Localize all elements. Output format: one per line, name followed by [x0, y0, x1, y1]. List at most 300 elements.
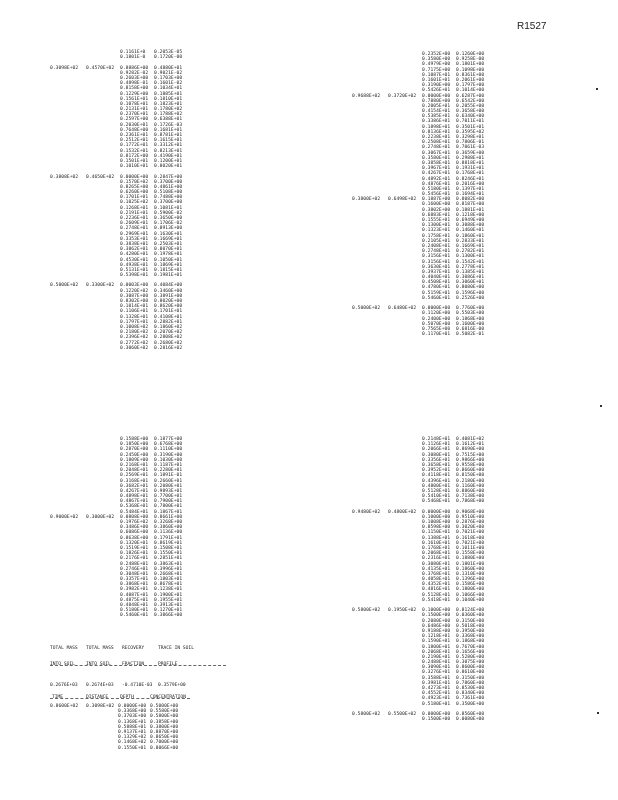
data-cell: 0.1025E+02: [120, 200, 149, 206]
data-cell: 0.3048E+01: [120, 571, 149, 577]
data-row: [50, 746, 186, 751]
data-cell: 0.1788E+02: [154, 112, 183, 118]
data-cell: 0.1087E+01: [422, 72, 451, 78]
data-cell: 0.2055E+00: [456, 103, 485, 109]
summary-header: RECOVERY: [122, 645, 145, 651]
data-cell: 0.2105E+01: [422, 238, 451, 244]
data-cell: [50, 613, 86, 618]
data-cell: 0.8066E+00: [150, 745, 179, 751]
data-cell: 0.5900E-02: [154, 210, 183, 216]
data-cell: 0.1891E-01: [154, 473, 183, 479]
data-cell: 0.6086E+00: [120, 530, 149, 536]
data-cell: 0.7800E+01: [154, 504, 183, 510]
data-cell: 0.2053E-05: [154, 50, 183, 55]
data-cell: 0.1877E+00: [154, 437, 183, 442]
distance-table-body: [50, 704, 186, 751]
data-cell: 0.2833E+01: [456, 238, 485, 244]
data-cell: 0.4880E+01: [154, 65, 183, 71]
data-cell: 0.1630E+01: [154, 231, 183, 237]
data-cell: 0.1388E+01: [422, 535, 451, 541]
data-cell: 0.3862E+01: [120, 247, 149, 253]
summary-value: 0.3579E+00: [158, 682, 186, 688]
data-cell: 0.1768E+01: [456, 171, 485, 177]
data-cell: 0.2005E+01: [422, 103, 451, 109]
data-cell: 0.1800E+01: [422, 644, 451, 650]
data-cell: 0.1081E+01: [154, 205, 183, 211]
data-cell: 0.8620E+00: [154, 304, 183, 310]
data-row: [352, 717, 492, 722]
data-cell: 0.2748E+01: [422, 145, 451, 151]
data-cell: 0.1368E+01: [118, 719, 147, 725]
data-cell: 0.1008E+00: [422, 520, 451, 525]
data-cell: 0.9558E+00: [456, 462, 485, 468]
data-cell: 0.1881E+01: [456, 207, 485, 213]
data-cell: 0.1601E-02: [154, 81, 183, 87]
data-cell: 0.8860E+00: [456, 488, 485, 494]
data-cell: 0.0080E+00: [456, 717, 485, 723]
data-cell: 0.1014E+00: [456, 88, 485, 94]
data-cell: 0.2176E+01: [120, 556, 149, 562]
data-cell: 0.4040E+01: [422, 275, 451, 281]
data-cell: 0.2352E+00: [422, 52, 451, 57]
data-cell: 0.3298E+01: [456, 135, 485, 140]
data-cell: 0.4280E+01: [120, 252, 149, 258]
data-cell: 0.1809E+00: [120, 457, 149, 463]
data-cell: 0.3368E+00: [118, 709, 147, 715]
data-cell: 0.3595E+02: [456, 129, 485, 135]
data-cell: 0.2070E+02: [154, 330, 183, 336]
data-cell: 0.1229E+00: [120, 91, 149, 97]
data-cell: 0.9866E+00: [456, 457, 485, 463]
summary-header: TOTAL MASS: [86, 645, 114, 651]
data-cell: 0.1106E+01: [120, 309, 149, 315]
data-cell: 0.8246E+01: [456, 176, 485, 182]
data-cell: 0.7021E+00: [456, 540, 485, 546]
data-cell: 0.1328E+01: [120, 314, 149, 320]
data-cell: 0.1310E+00: [456, 571, 485, 577]
data-cell: 0.7868E+00: [456, 499, 485, 505]
data-cell: 0.1931E+01: [456, 166, 485, 172]
data-cell: 0.7061E-03: [456, 145, 485, 151]
data-cell: 0.5800E+02: [352, 608, 381, 614]
data-cell: 0.6260E+00: [120, 190, 149, 196]
data-cell: 0.1860E+02: [154, 324, 183, 330]
data-cell: 0.5456E+01: [422, 192, 451, 198]
data-cell: 0.4848E+01: [120, 603, 149, 608]
data-cell: 0.7900E+01: [154, 499, 183, 505]
data-cell: 0.3808E+02: [50, 174, 79, 180]
data-cell: 0.1978E+01: [154, 252, 183, 258]
data-cell: 0.4118E+01: [422, 473, 451, 479]
data-cell: 0.1300E+01: [456, 254, 485, 260]
data-cell: 0.1801E+00: [456, 561, 485, 567]
data-cell: 0.2778E+01: [456, 264, 485, 270]
data-cell: 0.3703E+00: [118, 714, 147, 720]
data-cell: 0.3860E+00: [154, 525, 183, 531]
data-cell: 0.6480E+02: [388, 306, 417, 312]
data-cell: 0.0003E+00: [120, 283, 149, 289]
data-cell: 0.4650E+02: [86, 174, 115, 180]
data-cell: 0.1570E+02: [120, 179, 149, 185]
data-cell: 0.3098E+02: [86, 704, 115, 709]
data-cell: 0.1800E+00: [456, 587, 485, 593]
data-cell: 0.6949E+00: [456, 218, 485, 223]
data-cell: 0.2569E+01: [120, 473, 149, 479]
data-cell: 0.4800E+01: [422, 483, 451, 489]
data-cell: 0.6816E-00: [456, 326, 485, 332]
data-cell: 0.2080E+00: [422, 618, 451, 624]
distance-header: TIME: [52, 694, 64, 700]
data-cell: 0.3650E+00: [154, 216, 183, 221]
data-cell: 0.3190E+00: [422, 83, 451, 89]
data-cell: 0.1218E+00: [456, 212, 485, 218]
data-cell: [86, 346, 120, 351]
data-cell: 0.3353E+01: [120, 236, 149, 242]
data-cell: 0.1726E-03: [154, 122, 183, 128]
data-cell: 0.1329E+02: [118, 735, 147, 741]
summary-header: INTO SOIL: [50, 661, 75, 667]
data-cell: 0.2597E+00: [120, 117, 149, 123]
data-cell: 0.1561E+01: [120, 96, 149, 102]
data-cell: 0.1460E+01: [456, 228, 485, 234]
data-cell: 0.1078E+01: [120, 101, 149, 107]
data-cell: 0.8020E+01: [154, 164, 183, 170]
data-cell: 0.4154E+01: [422, 109, 451, 115]
data-cell: 0.1586E+00: [456, 582, 485, 588]
data-cell: 0.1596E+00: [456, 290, 485, 296]
data-cell: 0.0000E+00: [118, 704, 147, 709]
data-cell: 0.1887E+00: [422, 197, 451, 203]
data-cell: 0.4816E+01: [422, 587, 451, 593]
data-cell: 0.1615E+01: [154, 138, 183, 144]
data-cell: 0.8172E+00: [120, 153, 149, 159]
data-cell: 0.2603E+00: [120, 75, 149, 81]
data-cell: 0.5385E+01: [422, 114, 451, 120]
data-cell: 0.2400E+00: [422, 316, 451, 322]
data-cell: 0.1860E+01: [456, 233, 485, 239]
data-cell: 0.1900E+01: [154, 592, 183, 598]
data-cell: 0.5000E+00: [150, 704, 179, 709]
data-cell: 0.1850E+00: [120, 442, 149, 448]
data-cell: 0.4084E+00: [154, 283, 183, 289]
data-cell: 0.1860E+00: [456, 566, 485, 572]
data-cell: 0.2847E+00: [154, 174, 183, 180]
scan-speck: [600, 405, 602, 407]
data-cell: 0.3630E+01: [422, 264, 451, 270]
data-cell: 0.1218E+01: [422, 634, 451, 640]
data-cell: 0.1268E+01: [120, 205, 149, 211]
data-cell: 0.3967E+01: [422, 166, 451, 172]
data-cell: 0.9688E+02: [352, 93, 381, 99]
data-cell: 0.2180E+02: [120, 330, 149, 336]
data-cell: 0.2503E+01: [154, 241, 183, 247]
data-cell: 0.8560E+00: [456, 711, 485, 717]
data-block-right-bottom: [352, 437, 492, 722]
data-cell: 0.3868E+01: [120, 582, 149, 588]
data-cell: 0.8781E+01: [154, 133, 183, 138]
data-cell: 0.3486E+00: [120, 525, 149, 531]
data-cell: 0.1501E+01: [120, 158, 149, 164]
data-cell: 0.3913E+01: [154, 603, 183, 608]
data-cell: 0.3276E+01: [422, 670, 451, 676]
data-block-left-bottom: [50, 437, 190, 619]
data-cell: 0.4867E+01: [120, 499, 149, 505]
data-cell: 0.1868E+00: [456, 639, 485, 645]
data-cell: 0.8690E+00: [456, 447, 485, 453]
data-cell: 0.5128E+01: [422, 488, 451, 494]
data-cell: 0.2508E+01: [422, 140, 451, 146]
data-cell: 0.2870E+00: [120, 447, 149, 453]
summary-header: INTO SOIL: [86, 661, 111, 667]
data-cell: 0.1681E+01: [154, 127, 183, 133]
summary-header-row-1: [50, 646, 208, 651]
data-cell: 0.1981E+01: [154, 273, 183, 279]
data-cell: 0.1803E+01: [154, 577, 183, 583]
data-cell: 0.8150E+00: [456, 473, 485, 479]
data-cell: 0.2190E+01: [422, 654, 451, 660]
data-cell: 0.1601E+01: [422, 77, 451, 83]
data-cell: 0.3682E+01: [120, 483, 149, 489]
data-cell: 0.3060E+02: [120, 345, 149, 351]
data-cell: 0.8361E+00: [456, 72, 485, 78]
data-cell: 0.3500E+00: [456, 701, 485, 707]
data-cell: 0.2876E+00: [456, 520, 485, 525]
data-cell: 0.3658E+01: [422, 462, 451, 468]
data-cell: 0.5503E+00: [456, 311, 485, 317]
data-cell: 0.1772E+01: [120, 143, 149, 149]
data-cell: 0.3838E+01: [120, 241, 149, 247]
data-cell: 0.1532E+01: [120, 148, 149, 154]
data-cell: 0.7670E+00: [456, 644, 485, 650]
data-cell: 0.8600E+02: [50, 704, 79, 709]
data-cell: 0.2748E+01: [120, 226, 149, 232]
data-cell: 0.1869E+01: [154, 262, 183, 268]
data-cell: 0.5800E+00: [150, 714, 179, 720]
data-cell: 0.5460E+01: [422, 295, 451, 301]
data-cell: 0.8660E+00: [456, 468, 485, 474]
data-cell: 0.3588E+01: [422, 675, 451, 681]
data-cell: 0.3501E+01: [456, 124, 485, 130]
summary-header: TOTAL MASS: [50, 645, 78, 651]
data-cell: 0.1867E+01: [154, 509, 183, 515]
data-cell: 0.2131E+01: [120, 107, 149, 113]
data-cell: 0.1810E+01: [154, 96, 183, 102]
data-cell: 0.1500E+00: [422, 717, 451, 723]
data-cell: 0.1000E+00: [422, 514, 451, 520]
data-cell: 0.3075E+00: [456, 660, 485, 666]
data-cell: [86, 746, 118, 751]
data-cell: 0.1161E+0: [120, 50, 146, 55]
data-cell: 0.5888E+01: [118, 724, 147, 730]
data-cell: 0.4267E+01: [120, 488, 149, 494]
data-cell: 0.1791E+01: [154, 535, 183, 541]
data-cell: 0.5426E+01: [422, 88, 451, 94]
data-cell: 0.3982E+01: [120, 587, 149, 593]
data-cell: 0.2396E+02: [120, 335, 149, 341]
data-cell: 0.1260E+00: [456, 52, 485, 57]
data-cell: 0.2361E+01: [120, 133, 149, 138]
data-cell: 0.2851E+01: [154, 556, 183, 562]
data-cell: 0.3000E+02: [86, 514, 115, 520]
data-cell: 0.5484E+01: [120, 509, 149, 515]
data-cell: 0.3720E+02: [388, 93, 417, 99]
data-cell: 0.3088E+00: [456, 223, 485, 229]
data-cell: 0.3952E+01: [422, 468, 451, 474]
data-cell: 0.2609E+01: [120, 221, 149, 227]
data-cell: 0.1519E+01: [120, 545, 149, 551]
data-cell: 0.7021E+00: [456, 530, 485, 536]
data-cell: 0.4267E+01: [422, 171, 451, 177]
data-cell: 0.3580E+00: [422, 57, 451, 63]
data-cell: 0.4875E+01: [120, 597, 149, 603]
data-cell: 0.1590E+01: [422, 639, 451, 645]
data-cell: 0.1797E+01: [120, 319, 149, 325]
data-cell: 0.3087E+00: [120, 293, 149, 299]
data-cell: 0.1720E-00: [154, 55, 183, 61]
data-cell: 0.7700E+01: [154, 494, 183, 500]
data-cell: 0.1500E+00: [422, 613, 451, 619]
data-cell: 0.7515E+00: [456, 452, 485, 458]
data-cell: 0.8530E+00: [456, 686, 485, 691]
data-cell: 0.1187E+01: [154, 462, 183, 468]
data-cell: 0.1066E+00: [456, 592, 485, 598]
data-cell: 0.3150E+00: [456, 618, 485, 624]
data-cell: 0.7806E-01: [456, 140, 485, 146]
data-cell: 0.5000E+02: [352, 306, 381, 312]
data-cell: 0.4800E+02: [388, 509, 417, 515]
data-cell: 0.4135E+01: [422, 566, 451, 572]
data-cell: 0.0000E+00: [422, 93, 451, 99]
data-cell: 0.3800E+00: [150, 724, 179, 730]
data-cell: 0.5800E+02: [352, 711, 381, 717]
data-cell: 0.8082E+00: [456, 197, 485, 203]
data-cell: 0.2370E+01: [120, 112, 149, 118]
data-cell: 0.3356E+01: [422, 457, 451, 463]
data-cell: 0.9510E+00: [456, 514, 485, 520]
data-cell: 0.2512E+01: [120, 138, 149, 144]
data-cell: 0.2191E+01: [120, 210, 149, 216]
data-cell: 0.7138E+00: [456, 494, 485, 500]
data-cell: 0.3090E+01: [422, 665, 451, 671]
data-cell: 0.7880E+00: [422, 98, 451, 104]
data-cell: 0.1550E+01: [154, 551, 183, 557]
data-cell: 0.3580E+01: [422, 155, 451, 161]
data-cell: 0.2969E+01: [120, 231, 149, 237]
data-cell: 0.3386E+01: [422, 119, 451, 125]
summary-header: FRACTION: [122, 661, 145, 667]
data-cell: 0.8818E+01: [456, 160, 485, 166]
data-cell: 0.8650E+00: [150, 735, 179, 741]
data-cell: 0.4898E-01: [120, 81, 149, 87]
data-cell: 0.3802E+00: [422, 207, 451, 213]
data-cell: 0.3863E+01: [154, 561, 183, 567]
data-cell: 0.2168E+01: [120, 462, 149, 468]
data-cell: [388, 717, 422, 722]
data-cell: 0.1880E+00: [456, 556, 485, 562]
data-cell: 0.2061E+00: [456, 77, 485, 83]
data-cell: 0.6287E+00: [456, 93, 485, 99]
scan-speck: [596, 88, 598, 90]
data-cell: 0.2236E+01: [120, 216, 149, 221]
data-cell: 0.2080E+01: [154, 483, 183, 489]
data-cell: 0.1797E+00: [456, 83, 485, 89]
distance-header: CONCENTRATION: [150, 694, 186, 700]
data-cell: 0.2148E+01: [422, 437, 451, 442]
data-cell: 0.2660E+01: [154, 478, 183, 484]
data-cell: 0.1011E+00: [456, 545, 485, 551]
data-cell: 0.1588E+00: [120, 437, 149, 442]
data-row: [50, 613, 190, 618]
data-cell: 0.8213E+01: [154, 148, 183, 154]
data-cell: 0.2450E+00: [120, 452, 149, 458]
data-cell: 0.3891E+00: [154, 293, 183, 299]
data-cell: 0.7175E+00: [422, 67, 451, 73]
data-cell: 0.5070E+00: [422, 321, 451, 327]
data-cell: 0.7648E+00: [120, 127, 149, 133]
data-cell: 0.6388E+01: [154, 117, 183, 123]
data-cell: [352, 717, 388, 722]
data-cell: 0.2816E+02: [154, 345, 183, 351]
data-cell: 0.8070E+01: [154, 247, 183, 253]
data-cell: 0.0360E+00: [456, 613, 485, 619]
data-cell: [86, 613, 120, 618]
data-cell: 0.2408E+01: [422, 243, 451, 249]
data-cell: 0.0000E+00: [422, 711, 451, 717]
data-cell: [50, 346, 86, 351]
data-cell: 0.1397E+01: [456, 186, 485, 192]
data-cell: 0.4923E+01: [422, 696, 451, 702]
data-cell: 0.5159E+01: [422, 290, 451, 296]
data-cell: 0.5128E+01: [422, 592, 451, 598]
data-cell: 0.6498E+02: [388, 197, 417, 203]
data-cell: 0.1550E+01: [118, 745, 147, 751]
data-cell: 0.3700E+00: [154, 200, 183, 206]
data-cell: 0.4508E+01: [422, 280, 451, 286]
data-cell: 0.8600E+00: [456, 665, 485, 671]
data-cell: 0.3950E+00: [456, 628, 485, 634]
data-cell: 0.2988E+01: [456, 155, 485, 161]
data-cell: 0.9000E+02: [50, 514, 79, 520]
data-cell: 0.8187E+00: [456, 202, 485, 208]
data-cell: 0.1385E+01: [456, 269, 485, 275]
data-cell: 0.5180E+01: [422, 701, 451, 707]
data-cell: 0.8136E+01: [422, 129, 451, 135]
data-cell: 0.0808E+00: [120, 514, 149, 520]
data-cell: 0.4081E+02: [456, 437, 485, 442]
data-cell: 0.2238E+01: [422, 135, 451, 140]
data-cell: 0.1955E+01: [154, 597, 183, 603]
data-cell: 0.8080E+00: [456, 285, 485, 291]
data-cell: 0.8302E+00: [120, 299, 149, 304]
data-cell: 0.7760E+00: [456, 306, 485, 312]
data-cell: 0.5180E+01: [422, 186, 451, 192]
summary-value: 0.2674E+03: [86, 682, 114, 688]
data-cell: 0.3658E+00: [456, 109, 485, 115]
data-cell: 0.5280E+00: [456, 654, 485, 660]
data-cell: 0.7011E+01: [456, 119, 485, 125]
data-cell: 0.2316E+01: [422, 556, 451, 562]
data-cell: 0.2526E+00: [456, 295, 485, 301]
data-cell: 0.1612E+01: [456, 442, 485, 448]
data-cell: 0.7488E+00: [154, 195, 183, 201]
data-cell: 0.1826E+01: [120, 551, 149, 557]
data-cell: 0.2746E+01: [120, 566, 149, 572]
data-cell: 0.1010E+01: [120, 164, 149, 170]
data-cell: 0.9188E+00: [422, 628, 451, 634]
data-cell: 0.6486E+00: [422, 623, 451, 629]
data-cell: 0.5000E+02: [50, 283, 79, 289]
data-cell: 0.1768E+01: [422, 545, 451, 551]
